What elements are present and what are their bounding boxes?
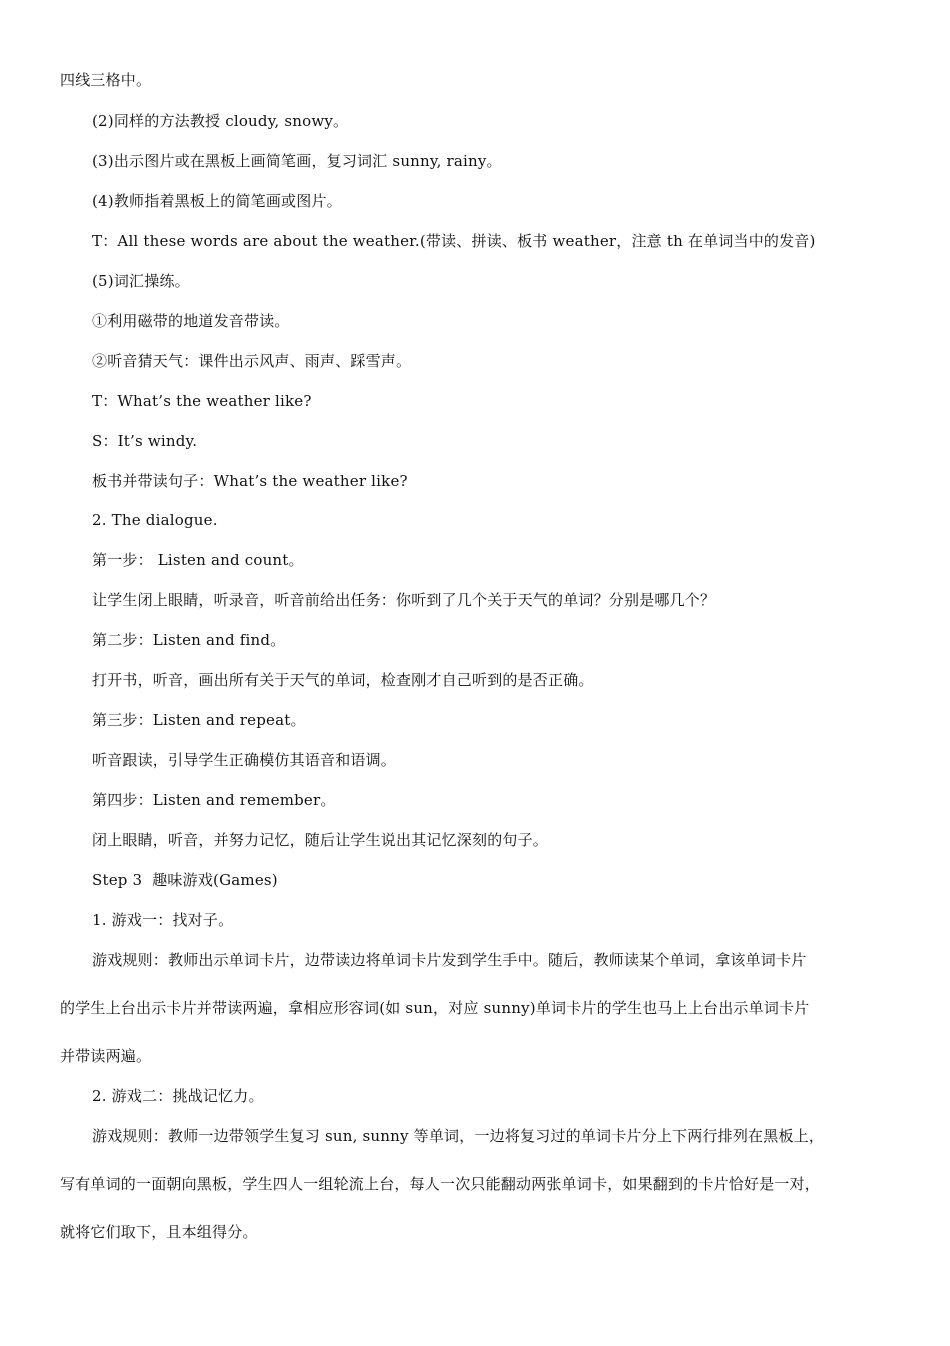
text-line: 第一步： Listen and count。 [92, 551, 304, 569]
text-line: 写有单词的一面朝向黑板，学生四人一组轮流上台，每人一次只能翻动两张单词卡，如果翻到的卡片恰好是一对， [60, 1175, 821, 1193]
text-line: ①利用磁带的地道发音带读。 [92, 312, 290, 330]
text-line: 1. 游戏一：找对子。 [92, 911, 234, 929]
text-line: (2)同样的方法教授 cloudy, snowy。 [92, 112, 349, 130]
text-line: 第四步：Listen and remember。 [92, 791, 336, 809]
text-line: (4)教师指着黑板上的简笔画或图片。 [92, 192, 342, 210]
text-line: 2. 游戏二：挑战记忆力。 [92, 1087, 264, 1105]
text-line: 游戏规则：教师出示单词卡片，边带读边将单词卡片发到学生手中。随后，教师读某个单词，拿该单词卡片 [92, 951, 807, 969]
text-line: 游戏规则：教师一边带领学生复习 sun, sunny 等单词，一边将复习过的单词卡片分上下两行排列在黑板上， [92, 1127, 825, 1145]
text-line: 并带读两遍。 [60, 1047, 152, 1065]
text-line: 让学生闭上眼睛，听录音，听音前给出任务：你听到了几个关于天气的单词？分别是哪几个？ [92, 591, 716, 609]
text-line: 2. The dialogue. [92, 511, 218, 529]
text-line: (3)出示图片或在黑板上画简笔画，复习词汇 sunny, rainy。 [92, 152, 502, 170]
text-line: 打开书，听音，画出所有关于天气的单词，检查刚才自己听到的是否正确。 [92, 671, 594, 689]
section-heading: Step 3 趣味游戏(Games) [92, 871, 278, 889]
text-line: (5)词汇操练。 [92, 272, 190, 290]
text-line: 第二步：Listen and find。 [92, 631, 286, 649]
text-line: 第三步：Listen and repeat。 [92, 711, 306, 729]
text-line: ②听音猜天气：课件出示风声、雨声、踩雪声。 [92, 352, 412, 370]
text-line: S：It’s windy. [92, 432, 198, 450]
text-line: 就将它们取下，且本组得分。 [60, 1223, 258, 1241]
text-line: 闭上眼睛，听音，并努力记忆，随后让学生说出其记忆深刻的句子。 [92, 831, 549, 849]
text-line: 板书并带读句子：What’s the weather like? [92, 472, 408, 490]
text-line: T：All these words are about the weather.(带读、拼读、板书 weather，注意 th 在单词当中的发音) [92, 232, 816, 250]
text-line: 四线三格中。 [60, 71, 152, 89]
text-line: 听音跟读，引导学生正确模仿其语音和语调。 [92, 751, 397, 769]
text-line: 的学生上台出示卡片并带读两遍，拿相应形容词(如 sun，对应 sunny)单词卡片的学生也马上上台出示单词卡片 [60, 999, 810, 1017]
text-line: T：What’s the weather like? [92, 392, 312, 410]
